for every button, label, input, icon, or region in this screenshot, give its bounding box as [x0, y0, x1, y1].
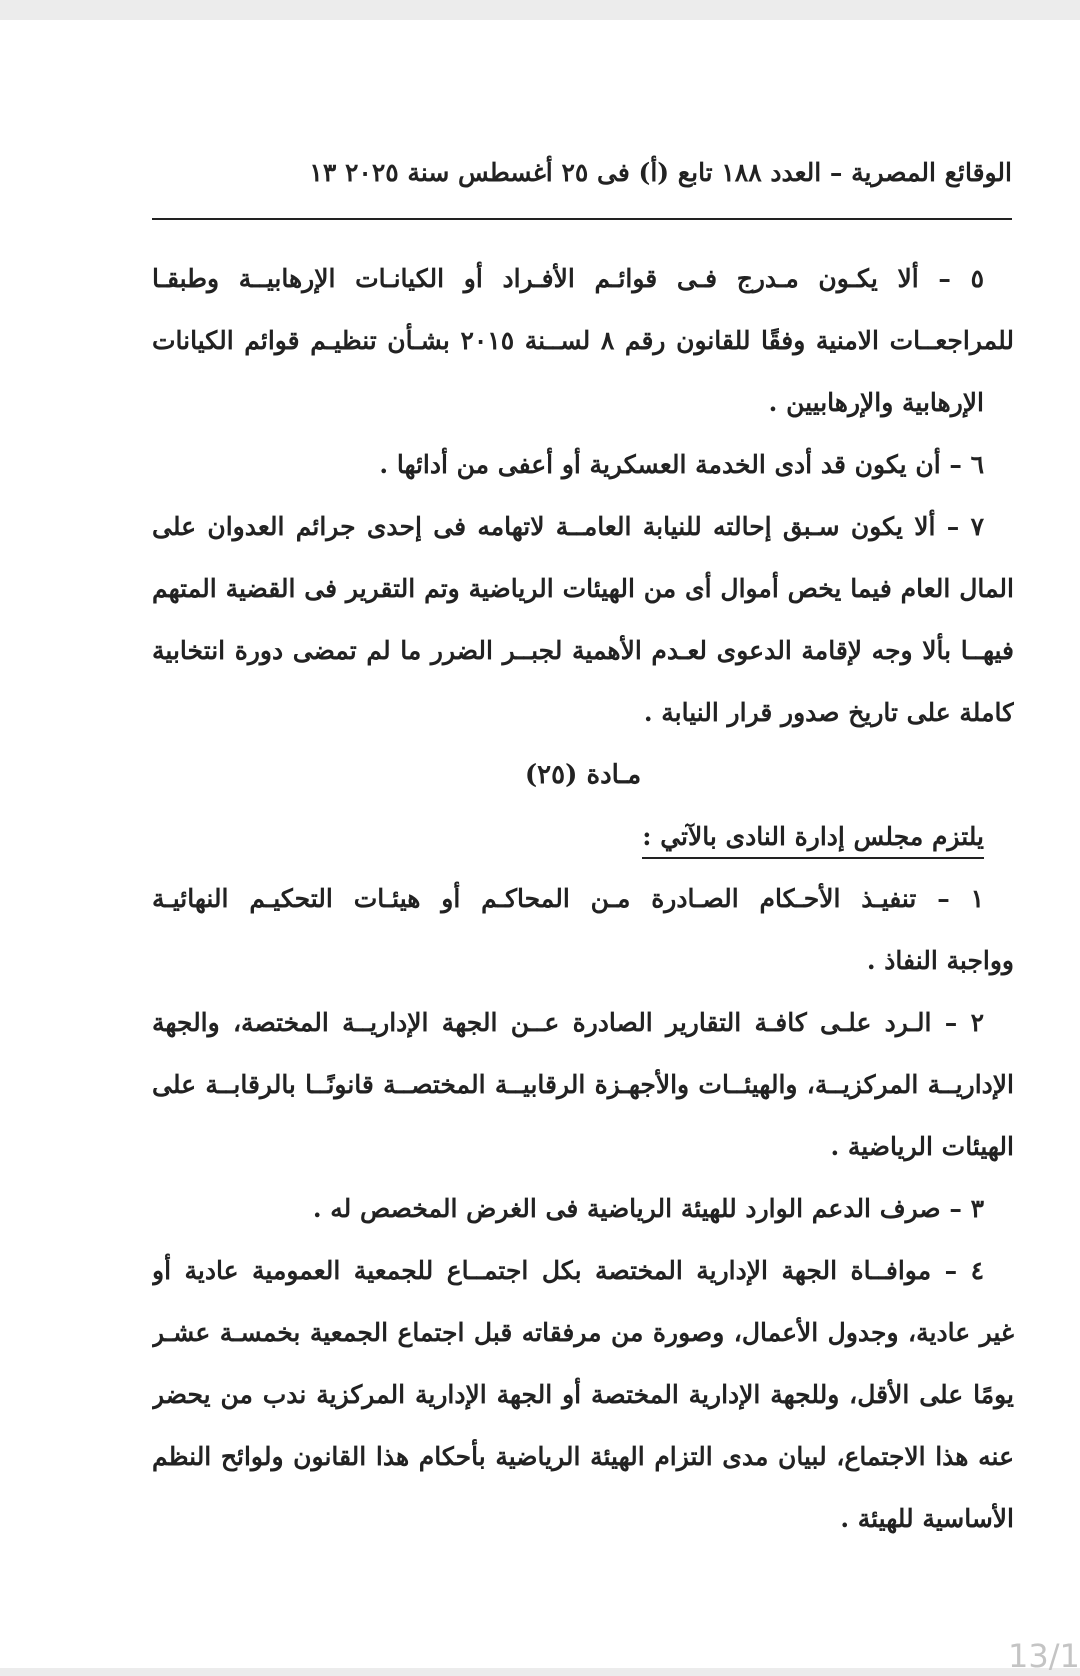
paragraph-line: للمراجعــات الامنية وفقًا للقانون رقم ٨ لســنة ٢٠١٥ بشـأن تنظيـم قوائم الكيانات [152, 326, 1014, 355]
article-heading: مـادة (٢٥) [524, 760, 642, 790]
paragraph-line: فيهــا بألا وجه لإقامة الدعوى لعـدم الأهمية لجبــر الضرر ما لم تمضى دورة انتخابية [152, 636, 1014, 665]
article-item-line: ٢ – الـرد علـى كافـة التقارير الصادرة عــن الجهة الإداريــة المختصة، والجهة [152, 1008, 984, 1037]
article-item-line: غير عادية، وجدول الأعمال، وصورة من مرفقاته قبل اجتماع الجمعية بخمسـة عشـر [152, 1318, 1014, 1347]
article-intro [152, 814, 1014, 876]
paragraph-line: المال العام فيما يخص أموال أى من الهيئات الرياضية وتم التقرير فى القضية المتهم [152, 574, 1014, 603]
page-content [152, 256, 1014, 1558]
paragraph-line: ٥ – ألا يكـون مـدرج فـى قوائـم الأفـراد أو الكيانـات الإرهابيــة وطبقـا [152, 264, 984, 293]
paragraph-line: ٧ – ألا يكون سـبق إحالته للنيابة العامــة لاتهامه فى إحدى جرائم العدوان على [152, 512, 984, 541]
page-number-indicator: 13/1 [1008, 1637, 1080, 1675]
paragraph-line: كاملة على تاريخ صدور قرار النيابة . [643, 698, 1014, 727]
article-item-line: ٣ – صرف الدعم الوارد للهيئة الرياضية فى الغرض المخصص له . [312, 1194, 984, 1223]
paragraph-line: الإرهابية والإرهابيين . [768, 388, 984, 417]
document-page [0, 20, 1080, 1668]
article-item-line: وواجبة النفاذ . [866, 946, 1014, 975]
article-item-line: ٤ – موافــاة الجهة الإدارية المختصة بكل اجتمــاع للجمعية العمومية عادية أو [152, 1256, 984, 1285]
paragraph-line: ٦ – أن يكون قد أدى الخدمة العسكرية أو أعفى من أدائها . [379, 450, 984, 479]
article-intro-text: يلتزم مجلس إدارة النادى بالآتي : [642, 822, 984, 859]
header-divider [152, 218, 1012, 220]
article-item-line: ١ – تنفيـذ الأحـكام الصـادرة مـن المحاكـم أو هيئـات التحكيـم النهائيـة [152, 884, 984, 913]
article-item-line: الهيئات الرياضية . [830, 1132, 1014, 1161]
article-item-line: يومًا على الأقل، وللجهة الإدارية المختصة أو الجهة الإدارية المركزية ندب من يحضر [152, 1380, 1014, 1409]
article-item-line: عنه هذا الاجتماع، لبيان مدى التزام الهيئة الرياضية بأحكام هذا القانون ولوائح النظم [152, 1442, 1014, 1471]
article-item-line: الأساسية للهيئة . [840, 1504, 1014, 1533]
article-item-line: الإداريــة المركزيــة، والهيئــات والأجهـزة الرقابيــة المختصــة قانونًــا بالرقابــة على [152, 1070, 1014, 1099]
page-header: الوقائع المصرية – العدد ١٨٨ تابع (أ) فى ٢٥ أغسطس سنة ٢٠٢٥ ١٣ [309, 158, 1012, 187]
